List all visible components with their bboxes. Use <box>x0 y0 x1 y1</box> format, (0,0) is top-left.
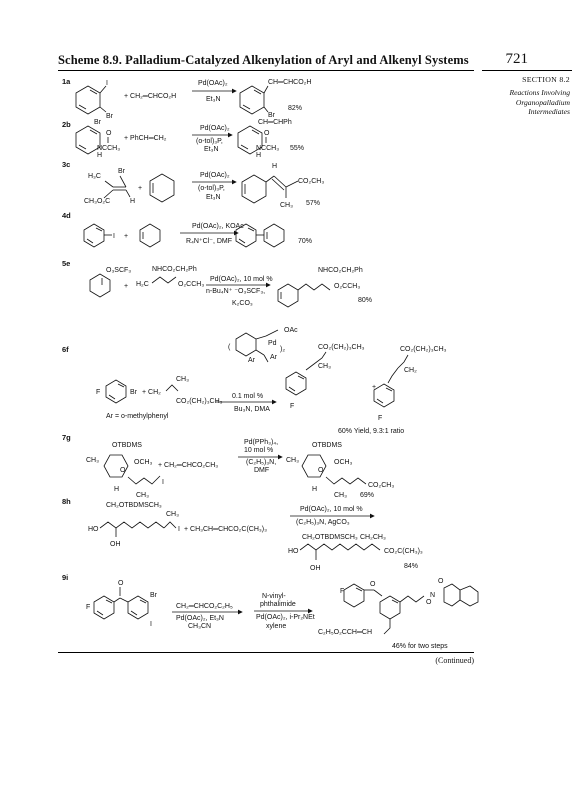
alkene-reagent: + PhCH═CH₂ <box>124 135 167 142</box>
reagent: R₄N⁺Cl⁻, DMF <box>186 238 233 245</box>
entry-7 <box>62 433 394 499</box>
reagent: Pd(OAc)₂ <box>200 172 230 179</box>
hydrogen: H <box>256 152 262 159</box>
substituent: CH₃ <box>280 202 293 209</box>
alkene-reagent: + CH₂═CHCO₂CH₃ <box>158 462 219 469</box>
entry-label: 8h <box>62 497 71 506</box>
ester-group: CO₂(CH₂)₃CH₃ <box>176 398 223 405</box>
entry-1 <box>62 77 311 120</box>
reagent: Pd(OAc)₂, 10 mol % <box>300 506 363 513</box>
phthalimide-ring-icon <box>444 584 478 606</box>
alkene-reagent: + CH₂ <box>142 389 161 396</box>
palladium-center: Pd <box>268 340 277 347</box>
yield: 55% <box>290 145 305 152</box>
entry-3 <box>62 160 324 209</box>
cyclohexene-ring-icon <box>140 224 160 247</box>
entry-2 <box>62 119 304 159</box>
entry-label: 9i <box>62 573 69 582</box>
entry-label: 2b <box>62 120 71 129</box>
ester-group: CO₂C(CH₃)₃ <box>384 548 423 555</box>
hydrogen: H <box>130 198 136 205</box>
amide-group: NCCH₃ <box>97 145 121 152</box>
iodo-group: I <box>162 479 164 486</box>
benzene-ring-icon <box>106 380 126 403</box>
plus-sign: + <box>124 233 129 240</box>
substituent: CH═CHPh <box>258 119 292 126</box>
alkene-reagent: + CH₂═CHCO₂H <box>124 93 177 100</box>
reagent: (o-tol)₃P, <box>198 185 225 192</box>
substituent: Br <box>106 113 113 120</box>
ester-group: CO₂(CH₂)₃CH₃ <box>318 344 365 351</box>
aryl-definition: Ar = o-methylphenyl <box>106 413 169 420</box>
aryl-group: Ar <box>248 357 255 364</box>
ester-group: CO₂(CH₂)₃CH₃ <box>400 346 447 353</box>
nitrogen: N <box>430 592 436 599</box>
methyl-group: CH₃ <box>334 492 347 499</box>
entry-label: 1a <box>62 77 71 86</box>
yield: 57% <box>306 200 321 207</box>
carbonyl-oxygen: O <box>370 581 376 588</box>
fluoro-group: F <box>96 389 101 396</box>
methoxy-group: OCH₃ <box>334 459 353 466</box>
reagent: DMF <box>254 467 270 474</box>
substituent: CO₂CH₃ <box>298 178 325 185</box>
entry-label: 3c <box>62 160 71 169</box>
reagent: Et₃N <box>206 96 221 103</box>
substituent: O₂CCH₃ <box>178 281 205 288</box>
hydroxyl-group: HO <box>88 526 99 533</box>
substituent: CH═CHCO₂H <box>268 79 312 86</box>
bromo-group: Br <box>130 389 137 396</box>
hydroxyl-group: HO <box>288 548 299 555</box>
bracket-open: ( <box>228 344 231 351</box>
cyclohexene-ring-icon <box>150 174 174 202</box>
alkene-reagent: + CH₃CH═CHCO₂C(CH₃)₃ <box>184 526 267 533</box>
iodo-group: I <box>178 526 180 533</box>
cyclohexene-ring-icon <box>278 284 298 307</box>
hydrogen: H <box>312 486 318 493</box>
reagent: Pd(OAc)₂, 10 mol % <box>210 276 273 283</box>
hydroxyl-group: OH <box>110 541 121 548</box>
reagent: 0.1 mol % <box>232 393 264 400</box>
methyl-group: CH₃ <box>286 457 299 464</box>
reagent: (C₂H₅)₃N, <box>246 459 277 466</box>
yield: 82% <box>288 105 303 112</box>
hydrogen: H <box>97 152 103 159</box>
bottom-rule <box>58 652 474 653</box>
reagent: (o-tol)₃P, <box>196 138 223 145</box>
fluoro-group: F <box>378 415 383 422</box>
reagent: Pd(OAc)₂, Et₃N <box>176 615 224 622</box>
substituent: Br <box>94 119 101 126</box>
entry-label: 6f <box>62 345 69 354</box>
entry-8 <box>62 497 423 572</box>
dihalophenyl-ring-icon <box>128 596 148 619</box>
methyl-group: CH₃ <box>136 492 149 499</box>
benzene-ring-icon <box>240 86 264 114</box>
substituent: Br <box>268 112 275 119</box>
reagent: Pd(OAc)₂ <box>200 125 230 132</box>
reagent: xylene <box>266 623 287 630</box>
reagent: Bu₃N, DMA <box>234 406 270 413</box>
substituent: NHCO₂CH₂Ph <box>152 266 197 273</box>
disubstituted-ring-icon <box>380 596 400 619</box>
cyclohexene-ring-icon <box>242 175 266 203</box>
fluoro-group: F <box>86 604 91 611</box>
acetate-ligand: OAc <box>284 327 298 334</box>
substituent: I <box>106 80 108 87</box>
entry-label: 4d <box>62 211 71 220</box>
benzene-ring-icon <box>76 86 100 114</box>
methylene-group: CH₂ <box>404 367 417 374</box>
scheme-title: Scheme 8.9. Palladium-Catalyzed Alkenylation of Aryl and Alkenyl Systems <box>58 53 469 67</box>
carbonyl-oxygen: O <box>118 580 124 587</box>
section-desc-line-1: Reactions Involving <box>509 88 570 97</box>
carbonyl-oxygen: O <box>106 130 112 137</box>
substituent: H₂C <box>136 281 149 288</box>
hydroxyl-group: OH <box>310 565 321 572</box>
substituent: Br <box>118 168 125 175</box>
carbonyl-oxygen: O <box>264 130 270 137</box>
reagent: Pd(OAc)₂, i-Pr₂NEt <box>256 614 315 621</box>
silyl-ether: CH₂OTBDMSCH₃ <box>106 502 162 509</box>
substituent: I <box>113 233 115 240</box>
silyl-ether: CH₂OTBDMSCH₃ <box>302 534 358 541</box>
aryl-group: Ar <box>270 354 277 361</box>
ring-oxygen: O <box>318 467 324 474</box>
entry-6 <box>62 327 447 435</box>
reagent: phthalimide <box>260 601 296 608</box>
silyl-ether: OTBDMS <box>312 442 342 449</box>
section-heading: SECTION 8.2 <box>522 75 570 84</box>
plus-sign: + <box>124 283 129 290</box>
iodo-group: I <box>150 621 152 628</box>
reagent: N-vinyl- <box>262 593 286 600</box>
reagent: Pd(OAc)₂, KOAc <box>192 223 244 230</box>
section-desc-line-3: Intermediates <box>528 107 570 116</box>
entry-9 <box>62 573 478 650</box>
substituent: H₃C <box>88 173 101 180</box>
fluoro-group: F <box>290 403 295 410</box>
reagent: (C₂H₅)₃N, AgCO₃ <box>296 519 350 526</box>
continued-note: (Continued) <box>435 656 474 665</box>
methyl-group: CH₃ <box>86 457 99 464</box>
entry-label: 5e <box>62 259 71 268</box>
benzene-ring-icon <box>84 224 104 247</box>
substituent: O₂CCH₃ <box>334 283 361 290</box>
fluoro-group: F <box>340 588 345 595</box>
methyl-group: CH₃ <box>166 511 179 518</box>
reagent: Pd(PPh₃)₄, <box>244 439 279 446</box>
hydrogen: H <box>114 486 120 493</box>
entry-5 <box>62 259 372 307</box>
plus-sign: + <box>372 384 377 391</box>
carbonyl-oxygen: O <box>438 578 444 585</box>
fluorophenyl-ring-icon <box>94 596 114 619</box>
reagent: CH₃CN <box>188 623 212 630</box>
section-desc-line-2: Organopalladium <box>515 97 570 107</box>
dimer-bracket: )₂ <box>280 346 286 353</box>
reagent: Et₃N <box>204 146 219 153</box>
yield: 69% <box>360 492 375 499</box>
reagent: CH₂═CHCO₂C₂H₅ <box>176 603 233 610</box>
yield: 80% <box>358 297 373 304</box>
amide-group: NCCH₃ <box>256 145 280 152</box>
plus-sign: + <box>138 185 143 192</box>
methoxy-group: OCH₃ <box>134 459 153 466</box>
substituent: NHCO₂CH₂Ph <box>318 267 363 274</box>
silyl-ether: OTBDMS <box>112 442 142 449</box>
hydrogen: H <box>272 163 278 170</box>
benzene-ring-icon <box>286 372 306 395</box>
reagent: n-Bu₄N⁺ ⁻O₃SCF₃, <box>206 288 266 295</box>
entry-label: 7g <box>62 433 71 442</box>
ester-group: CO₂CH₃ <box>368 482 395 489</box>
reagent: Et₃N <box>206 194 221 201</box>
methyl-group: CH₃ <box>176 376 189 383</box>
entry-4 <box>62 211 312 247</box>
bromo-group: Br <box>150 592 157 599</box>
methyl-group: CH₃ <box>318 363 331 370</box>
reagent: K₂CO₃ <box>232 300 253 307</box>
page-number: 721 <box>505 51 528 67</box>
substituent: C₂H₅O₂CCH═CH <box>318 629 373 636</box>
cyclohexene-ring-icon <box>90 274 110 297</box>
benzene-ring-icon <box>374 384 394 407</box>
yield: 60% Yield, 9.3:1 ratio <box>338 428 405 435</box>
yield: 46% for two steps <box>392 643 448 650</box>
ring-oxygen: O <box>120 467 126 474</box>
yield: 70% <box>298 238 313 245</box>
substituent: CH₃O₂C <box>84 198 111 205</box>
reagent: 10 mol % <box>244 447 274 454</box>
triflate-group: O₃SCF₃ <box>106 267 132 274</box>
palladacycle-catalyst <box>228 327 298 364</box>
ethyl-group: CH₂CH₃ <box>360 534 386 541</box>
fluorophenyl-ring-icon <box>344 584 364 607</box>
carbonyl-oxygen: O <box>426 599 432 606</box>
yield: 84% <box>404 563 419 570</box>
reagent: Pd(OAc)₂ <box>198 80 228 87</box>
